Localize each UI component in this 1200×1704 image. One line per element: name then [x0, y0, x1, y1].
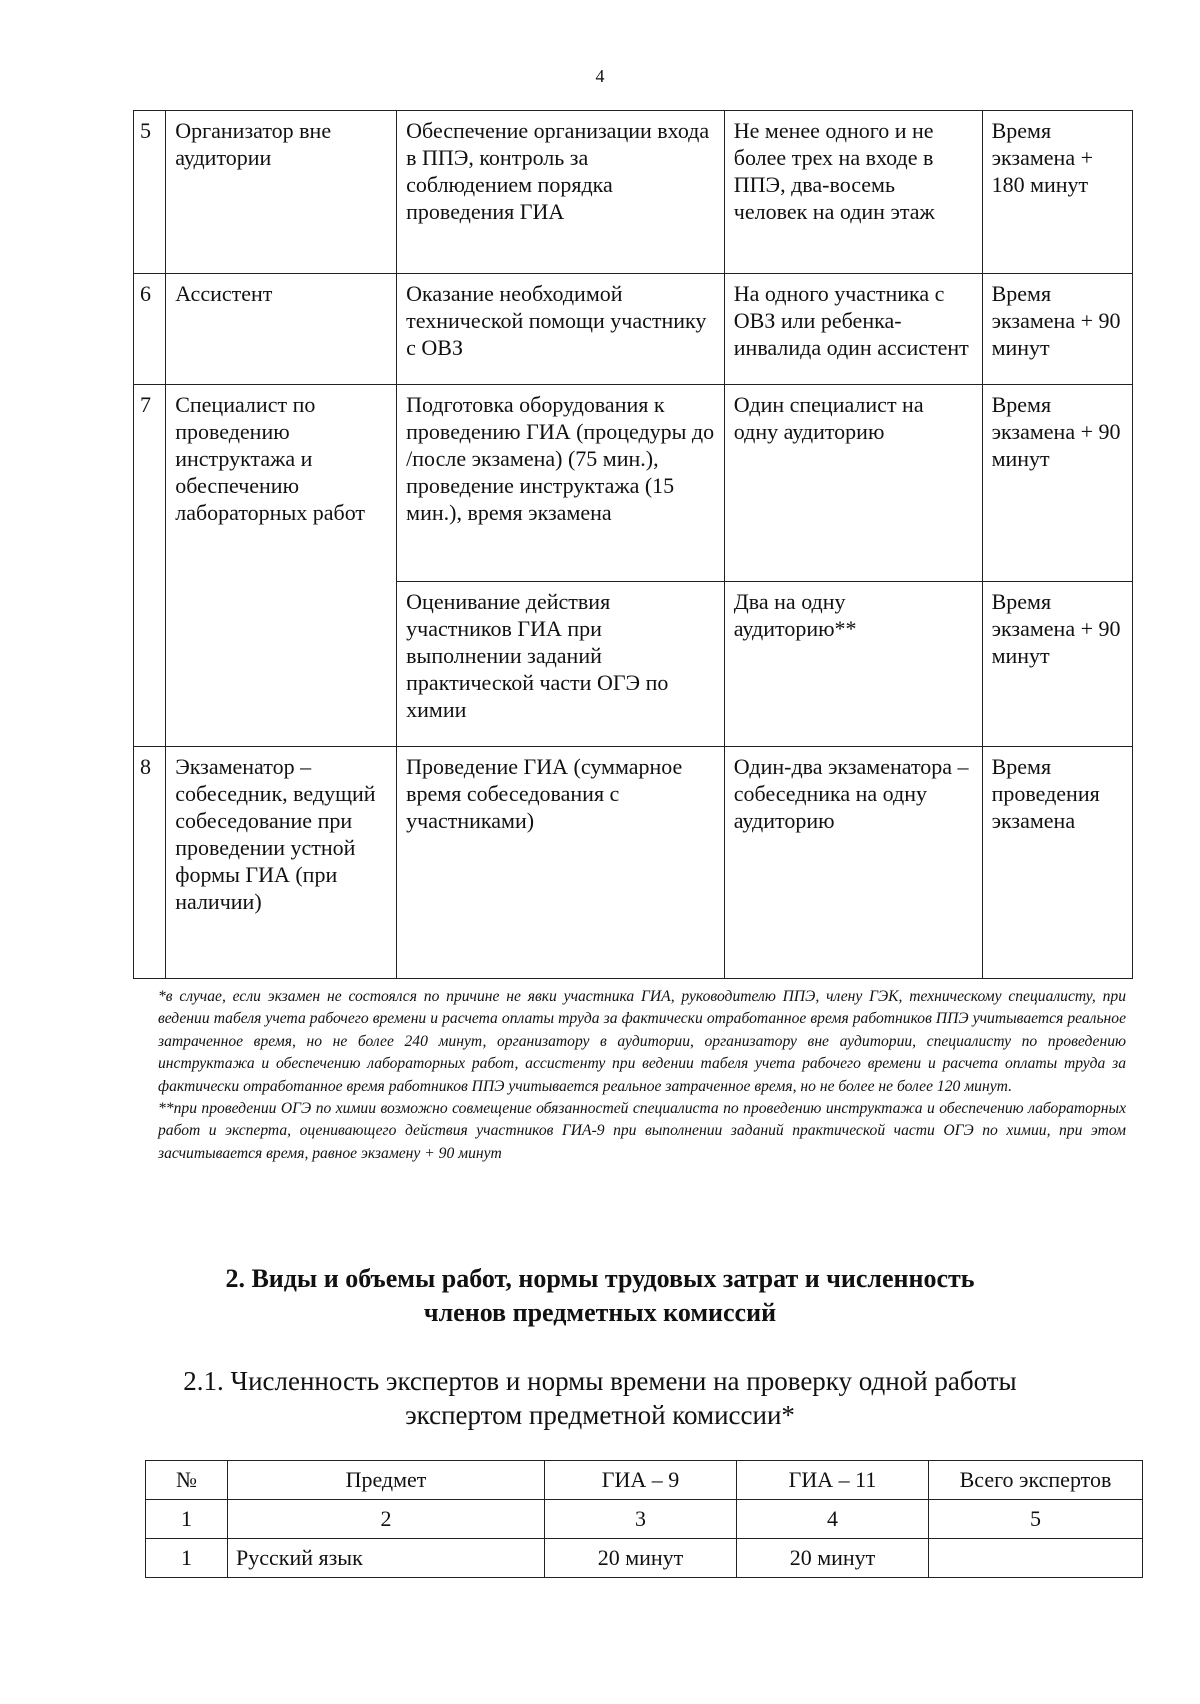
section-heading-line-2: членов предметных комиссий [423, 1298, 777, 1327]
total-experts-cell [929, 1539, 1143, 1578]
subsection-heading-line-1: 2.1. Численность экспертов и нормы времени на проверку одной работы [183, 1366, 1017, 1396]
index-cell: 3 [545, 1500, 737, 1539]
duty-cell: Оказание необходимой технической помощи участнику с ОВЗ [397, 274, 725, 385]
section-heading [150, 1262, 1050, 1330]
duty-cell: Оценивание действия участников ГИА при выполнении заданий практической части ОГЭ по химии [397, 582, 725, 747]
count-cell: Один-два экзаменатора – собеседника на одну аудиторию [724, 747, 982, 979]
footnotes [158, 986, 1126, 1165]
column-header: ГИА – 11 [737, 1461, 929, 1500]
count-cell: На одного участника с ОВЗ или ребенка-инвалида один ассистент [724, 274, 982, 385]
experts-table [145, 1460, 1143, 1578]
time-cell: Время проведения экзамена [982, 747, 1132, 979]
duty-cell: Подготовка оборудования к проведению ГИА (процедуры до /после экзамена) (75 мин.), проведение инструктажа (15 мин.), время экзамена [397, 385, 725, 582]
footnote-2: **при проведении ОГЭ по химии возможно совмещение обязанностей специалиста по проведению инструктажа и обеспечению лабораторных работ и эксперта, оценивающего действия участников ГИА-9 при выполнении заданий практической части ОГЭ по химии, при этом засчитывается время, равное экзамену + 90 минут [158, 1100, 1126, 1162]
gia11-time-cell: 20 минут [737, 1539, 929, 1578]
table-row [134, 274, 1133, 385]
time-cell: Время экзамена + 90 минут [982, 582, 1132, 747]
table-row [134, 111, 1133, 274]
role-cell: Специалист по проведению инструктажа и обеспечению лабораторных работ [166, 385, 397, 747]
count-cell: Два на одну аудиторию** [724, 582, 982, 747]
index-cell: 2 [228, 1500, 545, 1539]
table-index-row [146, 1500, 1143, 1539]
gia9-time-cell: 20 минут [545, 1539, 737, 1578]
column-header: № [146, 1461, 228, 1500]
column-header: Предмет [228, 1461, 545, 1500]
time-cell: Время экзамена + 90 минут [982, 385, 1132, 582]
column-header: Всего экспертов [929, 1461, 1143, 1500]
duty-cell: Обеспечение организации входа в ППЭ, контроль за соблюдением порядка проведения ГИА [397, 111, 725, 274]
index-cell: 1 [146, 1500, 228, 1539]
row-number: 5 [134, 111, 166, 274]
column-header: ГИА – 9 [545, 1461, 737, 1500]
subsection-heading-line-2: экспертом предметной комиссии* [405, 1400, 795, 1430]
section-heading-line-1: 2. Виды и объемы работ, нормы трудовых затрат и численность [225, 1264, 975, 1293]
table-row [134, 747, 1133, 979]
staff-table [133, 110, 1133, 979]
role-cell: Ассистент [166, 274, 397, 385]
role-cell: Экзаменатор – собеседник, ведущий собеседование при проведении устной формы ГИА (при наличии) [166, 747, 397, 979]
table-row [134, 385, 1133, 582]
row-number: 8 [134, 747, 166, 979]
count-cell: Один специалист на одну аудиторию [724, 385, 982, 582]
time-cell: Время экзамена + 180 минут [982, 111, 1132, 274]
role-cell: Организатор вне аудитории [166, 111, 397, 274]
duty-cell: Проведение ГИА (суммарное время собеседования с участниками) [397, 747, 725, 979]
row-number: 1 [146, 1539, 228, 1578]
index-cell: 5 [929, 1500, 1143, 1539]
footnote-1: *в случае, если экзамен не состоялся по причине не явки участника ГИА, руководителю ППЭ, члену ГЭК, техническому специалисту, при ведении табеля учета рабочего времени и расчета оплаты труда за фактически отработанное время работников ППЭ учитывается реальное затраченное время, но не более 240 минут, организатору в аудитории, организатору вне аудитории, специалисту по проведению инструктажа и обеспечению лабораторных работ, ассистенту при ведении табеля учета рабочего времени и расчета оплаты труда за фактически отработанное время работников ППЭ учитывается реальное затраченное время, но не более не более 120 минут. [158, 988, 1126, 1095]
subject-cell: Русский язык [228, 1539, 545, 1578]
table-row [146, 1539, 1143, 1578]
row-number: 6 [134, 274, 166, 385]
index-cell: 4 [737, 1500, 929, 1539]
time-cell: Время экзамена + 90 минут [982, 274, 1132, 385]
subsection-heading [150, 1364, 1050, 1432]
count-cell: Не менее одного и не более трех на входе в ППЭ, два-восемь человек на один этаж [724, 111, 982, 274]
table-header-row [146, 1461, 1143, 1500]
row-number: 7 [134, 385, 166, 747]
page-number: 4 [595, 66, 605, 86]
